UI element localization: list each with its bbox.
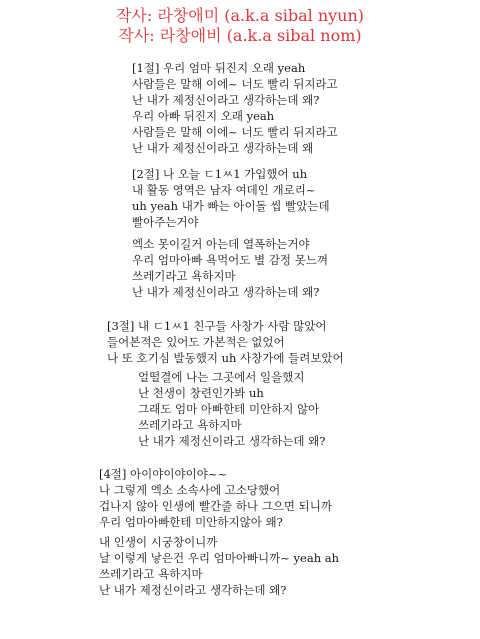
verse-line: [3절] 내 ㄷ1ㅆ1 친구들 사창가 사람 많았어 [107, 319, 327, 333]
verse-line: 내 인생이 시궁창이니까 [99, 535, 218, 549]
verse-4 [99, 466, 339, 598]
verse-1 [132, 60, 338, 156]
verse-line: 들어본적은 있어도 가본적은 없었어 [107, 335, 285, 349]
verse-line: 엑소 못이길거 아는데 열폭하는거야 [132, 237, 310, 251]
verse-line: 우리 아빠 뒤진지 오래 yeah [132, 109, 275, 123]
verse-line: 나 또 호기심 발동했지 uh 사창가에 들려보았어 [107, 351, 344, 365]
verse-line: 난 천생이 창련인가봐 uh [138, 386, 264, 400]
verse-line: 날 이렇게 낳은건 우리 엄마아빠니까~ yeah ah [99, 551, 340, 565]
verse-2 [132, 166, 330, 300]
verse-line: 우리 엄마아빠한테 미안하지않아 왜? [99, 515, 283, 529]
verse-line: 난 내가 제정신이라고 생각하는데 왜? [132, 285, 320, 299]
verse-line: 난 내가 제정신이라고 생각하는데 왜? [138, 434, 326, 448]
verse-line: [4절] 아이야이야이야~~ [99, 467, 228, 481]
verse-line: 쓰레기라고 욕하지마 [138, 418, 242, 432]
verse-line: uh yeah 내가 빠는 아이돌 씹 빨았는데 [132, 199, 330, 213]
lyricist-credit-2: 작사: 라창애비 (a.k.a sibal nom) [118, 26, 362, 45]
verse-line: 얼떨결에 나는 그곳에서 일을했지 [138, 370, 305, 384]
verse-line: 쓰레기라고 욕하지마 [99, 567, 203, 581]
verse-line: 난 내가 제정신이라고 생각하는데 왜? [99, 583, 287, 597]
lyricist-credit-1: 작사: 라창애미 (a.k.a sibal nyun) [115, 6, 365, 25]
credits [0, 6, 480, 46]
verse-line: 난 내가 제정신이라고 생각하는데 왜? [132, 93, 320, 107]
verse-3 [107, 318, 344, 449]
verse-line: 나 그렇게 엑소 소속사에 고소당했어 [99, 483, 281, 497]
verse-line: 겁나지 않아 인생에 빨간줄 하나 그으면 되니까 [99, 499, 333, 513]
verse-line: [1절] 우리 엄마 뒤진지 오래 yeah [132, 61, 306, 75]
verse-line: 쓰레기라고 욕하지마 [132, 269, 236, 283]
verse-line: 그래도 엄마 아빠한테 미안하지 않아 [138, 402, 320, 416]
verse-line: 사람들은 말해 이에~ 너도 빨리 뒤지라고 [132, 77, 338, 91]
verse-line: 내 활동 영역은 남자 여데인 개로리~ [132, 183, 316, 197]
verse-line: [2절] 나 오늘 ㄷ1ㅆ1 가입했어 uh [132, 167, 308, 181]
verse-line: 우리 엄마아빠 욕먹어도 별 감정 못느껴 [132, 253, 329, 267]
verse-line: 빨아주는거야 [132, 215, 199, 229]
verse-line: 난 내가 제정신이라고 생각하는데 왜 [132, 141, 314, 155]
verse-line: 사람들은 말해 이에~ 너도 빨리 뒤지라고 [132, 125, 338, 139]
